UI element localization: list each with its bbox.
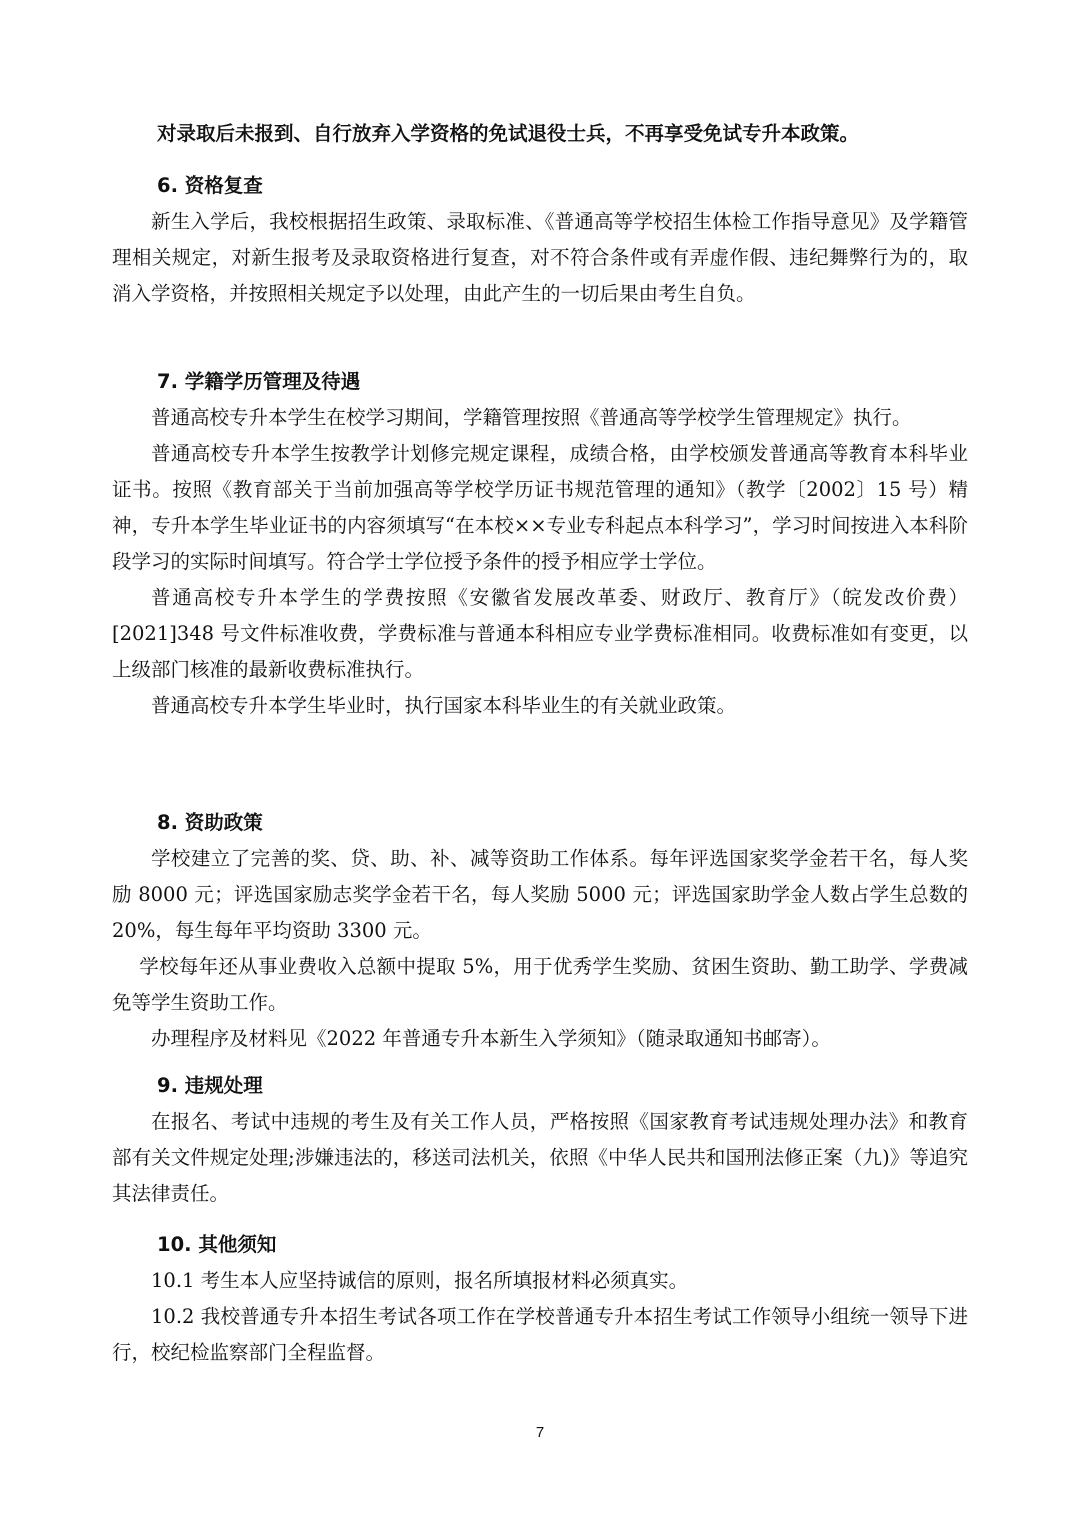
paragraph: 普通高校专升本学生毕业时，执行国家本科毕业生的有关就业政策。 — [151, 694, 737, 717]
paragraph: 普通高校专升本学生按教学计划修完规定课程，成绩合格，由学校颁发普通高等教育本科毕业证书。按照《教育部关于当前加强高等学校学历证书规范管理的通知》（教学〔2002〕15 号）精神，专升本学生毕业证书的内容须填写“在本校××专业专科起点本科学习”，学习时间按进入本科阶段学习的实际时间填写。符合学士学位授予条件的授予相应学士学位。 — [112, 442, 968, 573]
page-number: 7 — [535, 1424, 545, 1441]
section-heading-9: 9. 违规处理 — [157, 1074, 263, 1097]
paragraph: 学校每年还从事业费收入总额中提取 5%，用于优秀学生奖励、贫困生资助、勤工助学、学费减免等学生资助工作。 — [112, 955, 968, 1014]
section-heading-10: 10. 其他须知 — [157, 1233, 277, 1256]
paragraph: 10.2 我校普通专升本招生考试各项工作在学校普通专升本招生考试工作领导小组统一领导下进行，校纪检监察部门全程监督。 — [112, 1305, 968, 1364]
section-heading-6: 6. 资格复查 — [157, 174, 263, 197]
paragraph: 10.1 考生本人应坚持诚信的原则，报名所填报材料必须真实。 — [151, 1269, 689, 1292]
section-body-6 — [112, 204, 968, 312]
paragraph: 在报名、考试中违规的考生及有关工作人员，严格按照《国家教育考试违规处理办法》和教育部有关文件规定处理;涉嫌违法的，移送司法机关，依照《中华人民共和国刑法修正案（九)》等追究其法律责任。 — [112, 1110, 968, 1205]
paragraph: 学校建立了完善的奖、贷、助、补、减等资助工作体系。每年评选国家奖学金若干名，每人奖励 8000 元；评选国家励志奖学金若干名，每人奖励 5000 元；评选国家助学金人数占学生总数的 20%，每生每年平均资助 3300 元。 — [112, 847, 968, 942]
section-body-8 — [112, 841, 968, 1057]
section-body-7 — [112, 400, 968, 724]
paragraph: 普通高校专升本学生的学费按照《安徽省发展改革委、财政厅、教育厅》（皖发改价费）[2021]348 号文件标准收费，学费标准与普通本科相应专业学费标准相同。收费标准如有变更，以上级部门核准的最新收费标准执行。 — [112, 586, 968, 681]
paragraph: 办理程序及材料见《2022 年普通专升本新生入学须知》（随录取通知书邮寄）。 — [151, 1027, 831, 1050]
lead-paragraph: 对录取后未报到、自行放弃入学资格的免试退役士兵，不再享受免试专升本政策。 — [157, 122, 860, 145]
paragraph: 普通高校专升本学生在校学习期间，学籍管理按照《普通高等学校学生管理规定》执行。 — [151, 406, 912, 429]
paragraph: 新生入学后，我校根据招生政策、录取标准、《普通高等学校招生体检工作指导意见》及学籍管理相关规定，对新生报考及录取资格进行复查，对不符合条件或有弄虚作假、违纪舞弊行为的，取消入学资格，并按照相关规定予以处理，由此产生的一切后果由考生自负。 — [112, 210, 968, 305]
section-body-9 — [112, 1104, 968, 1212]
section-heading-8: 8. 资助政策 — [157, 811, 263, 834]
section-heading-7: 7. 学籍学历管理及待遇 — [157, 370, 361, 393]
section-body-10 — [112, 1263, 968, 1371]
